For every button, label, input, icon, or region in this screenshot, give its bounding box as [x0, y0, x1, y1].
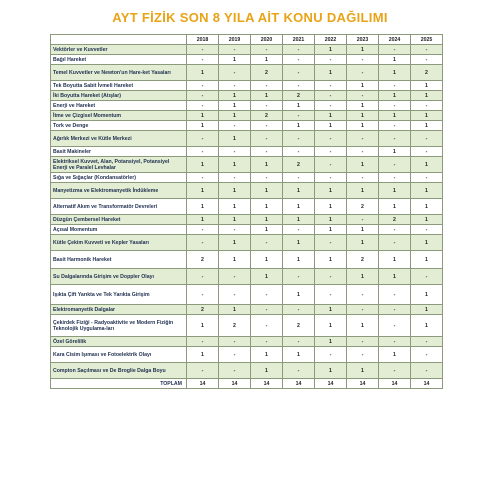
count-cell: - — [187, 285, 219, 305]
count-cell: 2 — [283, 315, 315, 337]
count-cell: 1 — [251, 347, 283, 363]
count-cell: 1 — [283, 251, 315, 269]
topic-cell: Ağırlık Merkezi ve Kütle Merkezi — [51, 131, 187, 147]
table-row — [51, 81, 443, 91]
year-header: 2018 — [187, 35, 219, 45]
count-cell: 1 — [251, 215, 283, 225]
year-header: 2019 — [219, 35, 251, 45]
topic-distribution-table — [50, 34, 443, 389]
count-cell: - — [315, 347, 347, 363]
topic-cell: Basit Harmonik Hareket — [51, 251, 187, 269]
count-cell: - — [411, 337, 443, 347]
count-cell: 1 — [347, 101, 379, 111]
total-cell: 14 — [411, 379, 443, 389]
count-cell: - — [187, 55, 219, 65]
count-cell: - — [251, 131, 283, 147]
count-cell: 1 — [315, 225, 347, 235]
topic-cell: Vektörler ve Kuvvetler — [51, 45, 187, 55]
table-row — [51, 305, 443, 315]
count-cell: - — [411, 55, 443, 65]
count-cell: - — [347, 55, 379, 65]
table-row — [51, 347, 443, 363]
topic-cell: Alternatif Akım ve Transformatör Devreleri — [51, 199, 187, 215]
count-cell: 1 — [187, 121, 219, 131]
table-row — [51, 285, 443, 305]
count-cell: 1 — [219, 111, 251, 121]
count-cell: 1 — [411, 111, 443, 121]
count-cell: - — [347, 215, 379, 225]
table-row — [51, 269, 443, 285]
count-cell: 1 — [219, 235, 251, 251]
count-cell: 1 — [219, 131, 251, 147]
topic-column-header — [51, 35, 187, 45]
topic-cell: Düzgün Çembersel Hareket — [51, 215, 187, 225]
count-cell: 1 — [219, 251, 251, 269]
count-cell: - — [315, 269, 347, 285]
count-cell: - — [283, 225, 315, 235]
count-cell: 1 — [251, 225, 283, 235]
topic-cell: Elektromanyetik Dalgalar — [51, 305, 187, 315]
count-cell: 2 — [347, 199, 379, 215]
topic-cell: Açısal Momentum — [51, 225, 187, 235]
total-cell: 14 — [379, 379, 411, 389]
table-row — [51, 45, 443, 55]
count-cell: 1 — [411, 157, 443, 173]
topic-cell: Özel Görelilik — [51, 337, 187, 347]
count-cell: 1 — [347, 363, 379, 379]
count-cell: - — [379, 337, 411, 347]
year-header: 2021 — [283, 35, 315, 45]
count-cell: - — [187, 131, 219, 147]
table-row — [51, 91, 443, 101]
count-cell: - — [283, 147, 315, 157]
total-cell: 14 — [251, 379, 283, 389]
count-cell: 1 — [187, 65, 219, 81]
count-cell: 1 — [315, 121, 347, 131]
count-cell: 1 — [187, 199, 219, 215]
count-cell: - — [219, 363, 251, 379]
count-cell: 1 — [379, 183, 411, 199]
page-title: AYT FİZİK SON 8 YILA AİT KONU DAĞILIMI — [112, 10, 388, 25]
count-cell: - — [187, 173, 219, 183]
header-row — [51, 35, 443, 45]
table-row — [51, 215, 443, 225]
count-cell: 1 — [379, 269, 411, 285]
count-cell: - — [379, 173, 411, 183]
count-cell: 1 — [187, 111, 219, 121]
total-cell: 14 — [283, 379, 315, 389]
count-cell: 1 — [379, 251, 411, 269]
count-cell: - — [187, 337, 219, 347]
total-cell: 14 — [219, 379, 251, 389]
count-cell: - — [379, 305, 411, 315]
count-cell: - — [283, 65, 315, 81]
topic-cell: Sığa ve Sığaçlar (Kondansatörler) — [51, 173, 187, 183]
table-row — [51, 121, 443, 131]
count-cell: - — [219, 147, 251, 157]
count-cell: 1 — [379, 199, 411, 215]
topic-cell: Enerji ve Hareket — [51, 101, 187, 111]
count-cell: 1 — [379, 111, 411, 121]
topic-cell: Su Dalgalarında Girişim ve Doppler Olayı — [51, 269, 187, 285]
year-header: 2024 — [379, 35, 411, 45]
table-row — [51, 363, 443, 379]
count-cell: 2 — [251, 111, 283, 121]
topic-cell: Bağıl Hareket — [51, 55, 187, 65]
count-cell: - — [347, 147, 379, 157]
count-cell: - — [251, 235, 283, 251]
count-cell: 1 — [315, 45, 347, 55]
count-cell: - — [411, 147, 443, 157]
count-cell: 1 — [411, 285, 443, 305]
count-cell: 1 — [187, 347, 219, 363]
count-cell: - — [187, 101, 219, 111]
count-cell: - — [283, 55, 315, 65]
count-cell: 1 — [411, 199, 443, 215]
count-cell: - — [347, 337, 379, 347]
count-cell: - — [187, 81, 219, 91]
count-cell: - — [411, 101, 443, 111]
count-cell: - — [411, 173, 443, 183]
count-cell: - — [251, 147, 283, 157]
count-cell: - — [251, 45, 283, 55]
count-cell: 1 — [411, 121, 443, 131]
count-cell: 1 — [251, 199, 283, 215]
count-cell: 1 — [315, 215, 347, 225]
count-cell: - — [315, 101, 347, 111]
count-cell: 1 — [315, 337, 347, 347]
topic-cell: Tek Boyutta Sabit İvmeli Hareket — [51, 81, 187, 91]
topic-cell: İki Boyutta Hareket (Atışlar) — [51, 91, 187, 101]
count-cell: 1 — [411, 91, 443, 101]
table-row — [51, 65, 443, 81]
count-cell: - — [187, 147, 219, 157]
count-cell: 1 — [187, 183, 219, 199]
count-cell: - — [219, 45, 251, 55]
count-cell: - — [379, 81, 411, 91]
count-cell: - — [251, 173, 283, 183]
count-cell: 1 — [219, 215, 251, 225]
count-cell: - — [283, 173, 315, 183]
count-cell: - — [315, 55, 347, 65]
count-cell: - — [187, 235, 219, 251]
count-cell: - — [187, 225, 219, 235]
count-cell: 2 — [219, 315, 251, 337]
count-cell: 1 — [347, 183, 379, 199]
count-cell: 1 — [315, 363, 347, 379]
table-row — [51, 147, 443, 157]
count-cell: 2 — [347, 251, 379, 269]
count-cell: 1 — [379, 55, 411, 65]
count-cell: - — [379, 315, 411, 337]
count-cell: - — [379, 157, 411, 173]
count-cell: 1 — [219, 199, 251, 215]
count-cell: - — [411, 45, 443, 55]
count-cell: 1 — [347, 81, 379, 91]
count-cell: 2 — [283, 157, 315, 173]
count-cell: - — [379, 285, 411, 305]
table-row — [51, 251, 443, 269]
table-row — [51, 55, 443, 65]
count-cell: 1 — [315, 183, 347, 199]
topic-cell: Temel Kuvvetler ve Newton'un Hare-ket Yasaları — [51, 65, 187, 81]
total-row — [51, 379, 443, 389]
count-cell: 1 — [347, 235, 379, 251]
count-cell: - — [219, 65, 251, 81]
count-cell: 2 — [187, 251, 219, 269]
count-cell: - — [251, 285, 283, 305]
count-cell: 1 — [411, 315, 443, 337]
total-label: TOPLAM — [51, 379, 187, 389]
count-cell: - — [379, 45, 411, 55]
count-cell: 1 — [283, 101, 315, 111]
count-cell: 1 — [347, 121, 379, 131]
count-cell: - — [219, 285, 251, 305]
count-cell: - — [315, 147, 347, 157]
count-cell: - — [411, 131, 443, 147]
count-cell: 1 — [251, 363, 283, 379]
count-cell: 1 — [315, 111, 347, 121]
count-cell: 1 — [283, 235, 315, 251]
count-cell: 1 — [219, 55, 251, 65]
count-cell: 1 — [379, 147, 411, 157]
count-cell: 2 — [411, 65, 443, 81]
count-cell: 1 — [219, 101, 251, 111]
total-cell: 14 — [347, 379, 379, 389]
count-cell: 1 — [347, 157, 379, 173]
count-cell: - — [347, 305, 379, 315]
count-cell: - — [379, 235, 411, 251]
count-cell: 1 — [219, 91, 251, 101]
count-cell: 1 — [411, 215, 443, 225]
count-cell: - — [315, 157, 347, 173]
table-row — [51, 183, 443, 199]
count-cell: - — [315, 173, 347, 183]
count-cell: 1 — [315, 199, 347, 215]
count-cell: - — [283, 363, 315, 379]
count-cell: 1 — [315, 251, 347, 269]
table-row — [51, 199, 443, 215]
count-cell: 1 — [251, 91, 283, 101]
count-cell: 1 — [347, 111, 379, 121]
count-cell: - — [315, 81, 347, 91]
topic-cell: Kara Cisim Işıması ve Fotoelektrik Olayı — [51, 347, 187, 363]
table-row — [51, 173, 443, 183]
total-cell: 14 — [187, 379, 219, 389]
count-cell: 1 — [347, 315, 379, 337]
count-cell: 1 — [347, 45, 379, 55]
topic-cell: Işıkta Çift Yarıkta ve Tek Yarıkta Girişim — [51, 285, 187, 305]
count-cell: 1 — [251, 55, 283, 65]
count-cell: - — [379, 121, 411, 131]
count-cell: 1 — [315, 305, 347, 315]
count-cell: 1 — [283, 215, 315, 225]
count-cell: - — [283, 305, 315, 315]
count-cell: - — [219, 269, 251, 285]
count-cell: 1 — [283, 285, 315, 305]
count-cell: - — [219, 347, 251, 363]
count-cell: - — [283, 45, 315, 55]
topic-cell: İtme ve Çizgisel Momentum — [51, 111, 187, 121]
count-cell: - — [251, 101, 283, 111]
count-cell: - — [347, 173, 379, 183]
count-cell: - — [251, 121, 283, 131]
count-cell: 1 — [315, 65, 347, 81]
count-cell: - — [187, 363, 219, 379]
year-header: 2023 — [347, 35, 379, 45]
topic-cell: Elektriksel Kuvvet, Alan, Potansiyel, Potansiyel Enerji ve Paralel Levhalar — [51, 157, 187, 173]
count-cell: 1 — [315, 315, 347, 337]
count-cell: - — [283, 337, 315, 347]
topic-cell: Manyetizma ve Elektromanyetik İndükleme — [51, 183, 187, 199]
count-cell: 1 — [187, 157, 219, 173]
year-header: 2025 — [411, 35, 443, 45]
count-cell: 1 — [251, 251, 283, 269]
count-cell: 1 — [379, 91, 411, 101]
count-cell: 1 — [347, 225, 379, 235]
count-cell: - — [411, 225, 443, 235]
count-cell: - — [219, 337, 251, 347]
count-cell: 1 — [283, 199, 315, 215]
count-cell: - — [347, 347, 379, 363]
count-cell: - — [219, 121, 251, 131]
count-cell: - — [219, 81, 251, 91]
year-header: 2020 — [251, 35, 283, 45]
count-cell: - — [283, 131, 315, 147]
count-cell: 1 — [219, 157, 251, 173]
count-cell: - — [347, 285, 379, 305]
count-cell: 1 — [411, 251, 443, 269]
table-row — [51, 315, 443, 337]
count-cell: - — [315, 235, 347, 251]
count-cell: - — [411, 269, 443, 285]
count-cell: 1 — [251, 157, 283, 173]
count-cell: - — [251, 337, 283, 347]
count-cell: - — [347, 65, 379, 81]
count-cell: - — [251, 305, 283, 315]
count-cell: 2 — [251, 65, 283, 81]
count-cell: 1 — [411, 183, 443, 199]
count-cell: 2 — [283, 91, 315, 101]
topic-cell: Çekirdek Fiziği - Radyoaktivite ve Modern Fiziğin Teknolojik Uygulama-ları — [51, 315, 187, 337]
count-cell: - — [251, 315, 283, 337]
count-cell: - — [315, 131, 347, 147]
count-cell: - — [347, 91, 379, 101]
count-cell: 1 — [187, 215, 219, 225]
count-cell: - — [379, 131, 411, 147]
count-cell: 2 — [187, 305, 219, 315]
count-cell: 1 — [283, 183, 315, 199]
count-cell: - — [347, 131, 379, 147]
count-cell: - — [283, 269, 315, 285]
count-cell: - — [411, 347, 443, 363]
table-row — [51, 157, 443, 173]
count-cell: - — [251, 81, 283, 91]
count-cell: - — [283, 81, 315, 91]
count-cell: - — [219, 225, 251, 235]
table-row — [51, 111, 443, 121]
count-cell: 1 — [347, 269, 379, 285]
count-cell: - — [379, 363, 411, 379]
count-cell: - — [187, 91, 219, 101]
count-cell: - — [283, 111, 315, 121]
total-cell: 14 — [315, 379, 347, 389]
count-cell: 1 — [411, 235, 443, 251]
count-cell: - — [379, 101, 411, 111]
count-cell: 1 — [283, 347, 315, 363]
table-row — [51, 131, 443, 147]
table-body — [51, 45, 443, 389]
count-cell: - — [379, 225, 411, 235]
count-cell: 1 — [251, 183, 283, 199]
table-row — [51, 337, 443, 347]
count-cell: 1 — [283, 121, 315, 131]
count-cell: 1 — [379, 65, 411, 81]
topic-cell: Basit Makineler — [51, 147, 187, 157]
count-cell: 1 — [251, 269, 283, 285]
count-cell: 2 — [379, 215, 411, 225]
count-cell: - — [411, 363, 443, 379]
count-cell: 1 — [187, 315, 219, 337]
count-cell: - — [187, 45, 219, 55]
count-cell: - — [219, 173, 251, 183]
topic-cell: Compton Saçılması ve De Broglie Dalga Boyu — [51, 363, 187, 379]
year-header: 2022 — [315, 35, 347, 45]
count-cell: 1 — [379, 347, 411, 363]
count-cell: 1 — [411, 81, 443, 91]
count-cell: - — [187, 269, 219, 285]
count-cell: 1 — [411, 305, 443, 315]
table-row — [51, 101, 443, 111]
count-cell: 1 — [219, 183, 251, 199]
count-cell: - — [315, 91, 347, 101]
topic-cell: Tork ve Denge — [51, 121, 187, 131]
table-row — [51, 235, 443, 251]
count-cell: - — [315, 285, 347, 305]
topic-cell: Kütle Çekim Kuvveti ve Kepler Yasaları — [51, 235, 187, 251]
table-row — [51, 225, 443, 235]
count-cell: 1 — [219, 305, 251, 315]
